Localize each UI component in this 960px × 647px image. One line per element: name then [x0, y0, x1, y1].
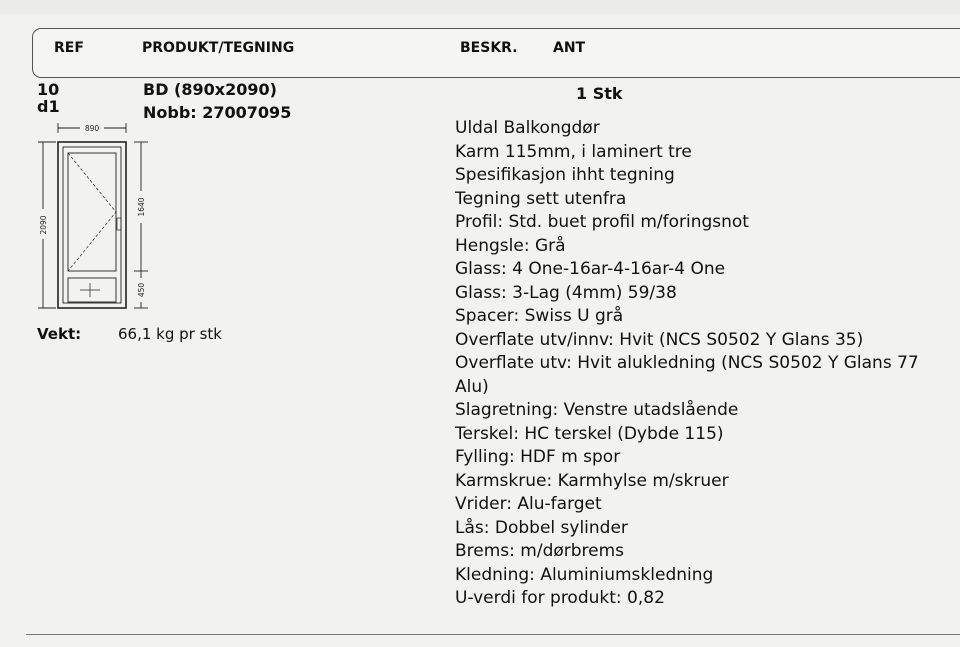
ref-number: 10 — [37, 80, 60, 99]
description-line: Hengsle: Grå — [455, 235, 566, 256]
header-produkt: PRODUKT/TEGNING — [142, 40, 295, 56]
description-line: Spacer: Swiss U grå — [455, 306, 624, 326]
description-list — [455, 117, 955, 611]
page-top-strip — [0, 0, 960, 14]
opening-indicator — [68, 153, 116, 271]
description-line: Uldal Balkongdør — [455, 118, 600, 138]
description-line: Lås: Dobbel sylinder — [455, 517, 628, 538]
description-line: Vrider: Alu-farget — [455, 494, 602, 514]
description-line: Karmskrue: Karmhylse m/skruer — [455, 470, 729, 491]
header-ref: REF — [54, 40, 84, 56]
description-line: Overflate utv: Hvit alukledning (NCS S0502 Y Glans 77 Alu) — [455, 353, 919, 397]
quantity: 1 Stk — [576, 84, 623, 103]
description-line: U-verdi for produkt: 0,82 — [455, 588, 665, 608]
table-header — [32, 28, 960, 78]
header-ant: ANT — [553, 40, 586, 56]
upper-dim-label: 1640 — [137, 197, 146, 217]
description-line: Brems: m/dørbrems — [455, 541, 625, 561]
description-line: Overflate utv/innv: Hvit (NCS S0502 Y Glans 35) — [455, 329, 864, 350]
description-line: Kledning: Aluminiumskledning — [455, 564, 714, 585]
product-name: BD (890x2090) — [143, 80, 277, 99]
nobb-number: Nobb: 27007095 — [143, 103, 292, 122]
bottom-divider — [26, 634, 960, 635]
description-line: Karm 115mm, i laminert tre — [455, 141, 692, 162]
lower-dim-label: 450 — [137, 282, 146, 298]
door-drawing — [28, 115, 163, 315]
width-dim-label: 890 — [84, 124, 100, 133]
description-line: Glass: 4 One-16ar-4-16ar-4 One — [455, 259, 726, 279]
header-beskr: BESKR. — [460, 40, 518, 56]
description-line: Slagretning: Venstre utadslående — [455, 400, 739, 420]
description-line: Profil: Std. buet profil m/foringsnot — [455, 212, 749, 232]
description-line: Tegning sett utenfra — [455, 188, 627, 209]
description-line: Fylling: HDF m spor — [455, 447, 621, 467]
weight-value: 66,1 kg pr stk — [118, 325, 222, 343]
weight-label: Vekt: — [37, 325, 82, 343]
height-dim-label: 2090 — [39, 215, 48, 235]
ref-code: d1 — [37, 97, 60, 116]
door-glass — [68, 153, 116, 271]
description-line: Spesifikasjon ihht tegning — [455, 165, 675, 185]
description-line: Glass: 3-Lag (4mm) 59/38 — [455, 282, 677, 303]
description-line: Terskel: HC terskel (Dybde 115) — [455, 423, 724, 444]
door-handle — [117, 218, 121, 230]
